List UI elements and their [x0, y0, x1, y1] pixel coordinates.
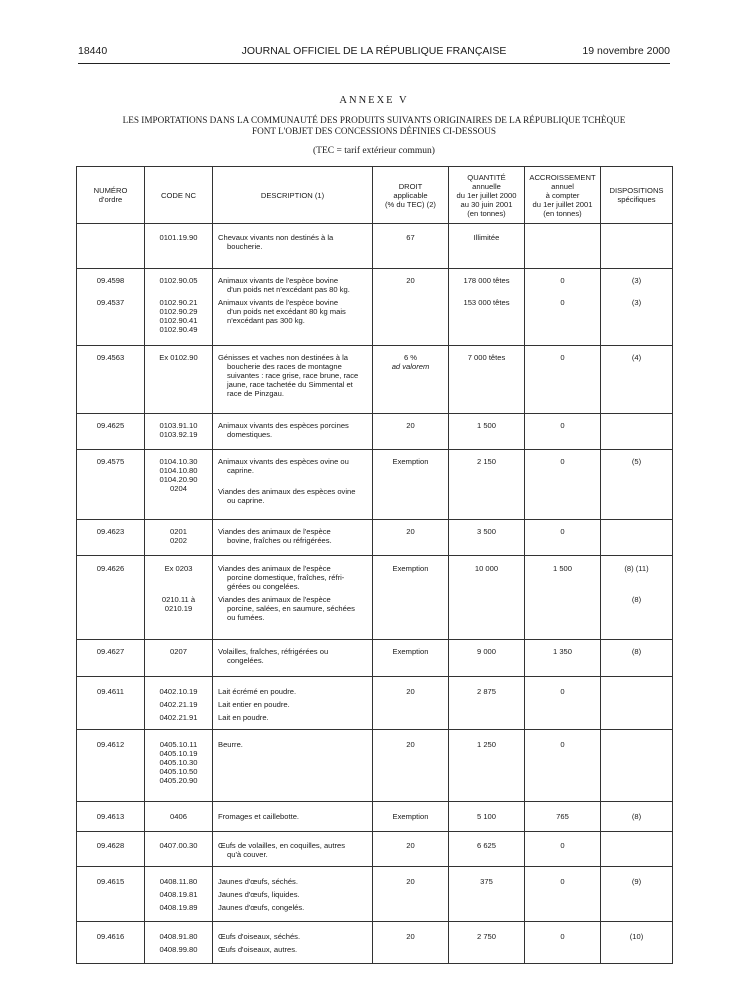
- cell-dispositions: (10): [601, 922, 673, 964]
- cell-description: Génisses et vaches non destinées à la boucherie des races de montagne suivantes : race grise, race brune, race jaune, race tachetée du Simmental et race de Pinzgau.: [213, 346, 373, 414]
- tec-note: (TEC = tarif extérieur commun): [313, 146, 435, 156]
- cell-numero: 09.4628: [77, 832, 145, 867]
- column-header-numero: NUMÉRO d'ordre: [77, 167, 145, 224]
- table-row: [77, 922, 673, 964]
- cell-numero: 09.4598 09.4537: [77, 269, 145, 346]
- cell-numero: 09.4616: [77, 922, 145, 964]
- cell-accroissement: 0: [525, 520, 601, 556]
- cell-numero: 09.4575: [77, 450, 145, 520]
- cell-dispositions: [601, 677, 673, 730]
- table-row: [77, 556, 673, 640]
- cell-description: Viandes des animaux de l'espèce porcine domestique, fraîches, réfri- gérées ou congelées. Viandes des animaux de l'espèce porcine, salées, en saumure, séchées ou fumées.: [213, 556, 373, 640]
- cell-dispositions: (8): [601, 640, 673, 677]
- concessions-table: [76, 166, 673, 964]
- column-header-droit: DROIT applicable (% du TEC) (2): [373, 167, 449, 224]
- cell-quantite: 178 000 têtes 153 000 têtes: [449, 269, 525, 346]
- cell-droit: 20: [373, 730, 449, 802]
- cell-dispositions: (5): [601, 450, 673, 520]
- cell-dispositions: [601, 224, 673, 269]
- cell-code: 0406: [145, 802, 213, 832]
- cell-droit: 20: [373, 269, 449, 346]
- cell-description: Jaunes d'œufs, séchés. Jaunes d'œufs, liquides. Jaunes d'œufs, congelés.: [213, 867, 373, 922]
- table-row: [77, 640, 673, 677]
- cell-quantite: 2 750: [449, 922, 525, 964]
- cell-dispositions: (4): [601, 346, 673, 414]
- document-title: [100, 115, 648, 137]
- cell-numero: [77, 224, 145, 269]
- page-number: 18440: [78, 45, 108, 57]
- cell-accroissement: 0: [525, 867, 601, 922]
- table-row: [77, 867, 673, 922]
- cell-numero: 09.4612: [77, 730, 145, 802]
- cell-description: Animaux vivants des espèces porcines domestiques.: [213, 414, 373, 450]
- cell-numero: 09.4611: [77, 677, 145, 730]
- cell-accroissement: 0: [525, 730, 601, 802]
- cell-accroissement: 0: [525, 414, 601, 450]
- cell-code: 0207: [145, 640, 213, 677]
- cell-quantite: 10 000: [449, 556, 525, 640]
- cell-droit: 20: [373, 922, 449, 964]
- cell-code: 0103.91.10 0103.92.19: [145, 414, 213, 450]
- table-row: [77, 520, 673, 556]
- cell-code: 0402.10.19 0402.21.19 0402.21.91: [145, 677, 213, 730]
- cell-accroissement: 1 350: [525, 640, 601, 677]
- cell-quantite: 2 150: [449, 450, 525, 520]
- cell-dispositions: (9): [601, 867, 673, 922]
- cell-accroissement: 0: [525, 450, 601, 520]
- title-line: FONT L'OBJET DES CONCESSIONS DÉFINIES CI-DESSOUS: [251, 126, 497, 136]
- cell-quantite: 375: [449, 867, 525, 922]
- cell-droit: 20: [373, 677, 449, 730]
- cell-numero: 09.4613: [77, 802, 145, 832]
- table-row: [77, 730, 673, 802]
- cell-code: 0405.10.11 0405.10.19 0405.10.30 0405.10.50 0405.20.90: [145, 730, 213, 802]
- cell-code: 0104.10.30 0104.10.80 0104.20.90 0204: [145, 450, 213, 520]
- header-rule: [78, 63, 670, 64]
- cell-quantite: 6 625: [449, 832, 525, 867]
- cell-code: 0102.90.05 0102.90.21 0102.90.29 0102.90.41 0102.90.49: [145, 269, 213, 346]
- title-line: LES IMPORTATIONS DANS LA COMMUNAUTÉ DES PRODUITS SUIVANTS ORIGINAIRES DE LA RÉPUBLIQUE TCHÈQUE: [122, 115, 626, 125]
- table-row: [77, 832, 673, 867]
- cell-code: Ex 0203 0210.11 à 0210.19: [145, 556, 213, 640]
- annex-heading: ANNEXE V: [339, 95, 409, 106]
- cell-description: Viandes des animaux de l'espèce bovine, fraîches ou réfrigérées.: [213, 520, 373, 556]
- cell-accroissement: 765: [525, 802, 601, 832]
- cell-droit: Exemption: [373, 556, 449, 640]
- cell-quantite: 9 000: [449, 640, 525, 677]
- table-row: [77, 224, 673, 269]
- cell-droit: 20: [373, 832, 449, 867]
- cell-description: Animaux vivants de l'espèce bovine d'un poids net n'excédant pas 80 kg. Animaux vivants de l'espèce bovine d'un poids net excédant 80 kg mais n'excédant pas 300 kg.: [213, 269, 373, 346]
- cell-numero: 09.4615: [77, 867, 145, 922]
- cell-quantite: 3 500: [449, 520, 525, 556]
- table-row: [77, 677, 673, 730]
- cell-droit: 6 % ad valorem: [373, 346, 449, 414]
- cell-quantite: 7 000 têtes: [449, 346, 525, 414]
- cell-code: Ex 0102.90: [145, 346, 213, 414]
- cell-dispositions: (8) (11) (8): [601, 556, 673, 640]
- column-header-dispositions: DISPOSITIONS spécifiques: [601, 167, 673, 224]
- cell-accroissement: [525, 224, 601, 269]
- journal-title: JOURNAL OFFICIEL DE LA RÉPUBLIQUE FRANÇAISE: [241, 45, 507, 57]
- cell-numero: 09.4625: [77, 414, 145, 450]
- cell-description: Volailles, fraîches, réfrigérées ou congelées.: [213, 640, 373, 677]
- cell-dispositions: [601, 414, 673, 450]
- column-header-quantite: QUANTITÉ annuelle du 1er juillet 2000 au 30 juin 2001 (en tonnes): [449, 167, 525, 224]
- cell-numero: 09.4627: [77, 640, 145, 677]
- cell-droit: 20: [373, 520, 449, 556]
- cell-code: 0408.11.80 0408.19.81 0408.19.89: [145, 867, 213, 922]
- column-header-code: CODE NC: [145, 167, 213, 224]
- table-header-row: [77, 167, 673, 224]
- cell-quantite: 1 250: [449, 730, 525, 802]
- cell-quantite: 2 875: [449, 677, 525, 730]
- cell-accroissement: 0 0: [525, 269, 601, 346]
- cell-description: Œufs d'oiseaux, séchés. Œufs d'oiseaux, autres.: [213, 922, 373, 964]
- table-row: [77, 346, 673, 414]
- cell-droit: Exemption: [373, 802, 449, 832]
- cell-dispositions: [601, 730, 673, 802]
- issue-date: 19 novembre 2000: [582, 45, 670, 57]
- cell-droit: 67: [373, 224, 449, 269]
- column-header-description: DESCRIPTION (1): [213, 167, 373, 224]
- cell-dispositions: [601, 520, 673, 556]
- cell-code: 0407.00.30: [145, 832, 213, 867]
- table-row: [77, 414, 673, 450]
- cell-droit: 20: [373, 414, 449, 450]
- cell-droit: 20: [373, 867, 449, 922]
- cell-numero: 09.4563: [77, 346, 145, 414]
- cell-code: 0408.91.80 0408.99.80: [145, 922, 213, 964]
- cell-droit: Exemption: [373, 450, 449, 520]
- cell-dispositions: [601, 832, 673, 867]
- cell-description: Œufs de volailles, en coquilles, autres qu'à couver.: [213, 832, 373, 867]
- cell-numero: 09.4623: [77, 520, 145, 556]
- cell-code: 0101.19.90: [145, 224, 213, 269]
- cell-code: 0201 0202: [145, 520, 213, 556]
- cell-quantite: Illimitée: [449, 224, 525, 269]
- cell-quantite: 5 100: [449, 802, 525, 832]
- cell-accroissement: 0: [525, 832, 601, 867]
- cell-accroissement: 1 500: [525, 556, 601, 640]
- cell-description: Animaux vivants des espèces ovine ou caprine. Viandes des animaux des espèces ovine ou caprine.: [213, 450, 373, 520]
- cell-dispositions: (8): [601, 802, 673, 832]
- cell-accroissement: 0: [525, 922, 601, 964]
- cell-quantite: 1 500: [449, 414, 525, 450]
- cell-description: Beurre.: [213, 730, 373, 802]
- cell-accroissement: 0: [525, 346, 601, 414]
- cell-description: Lait écrémé en poudre. Lait entier en poudre. Lait en poudre.: [213, 677, 373, 730]
- cell-description: Chevaux vivants non destinés à la boucherie.: [213, 224, 373, 269]
- cell-dispositions: (3) (3): [601, 269, 673, 346]
- cell-numero: 09.4626: [77, 556, 145, 640]
- table-row: [77, 269, 673, 346]
- table-row: [77, 802, 673, 832]
- column-header-accroissement: ACCROISSEMENT annuel à compter du 1er juillet 2001 (en tonnes): [525, 167, 601, 224]
- cell-accroissement: 0: [525, 677, 601, 730]
- cell-description: Fromages et caillebotte.: [213, 802, 373, 832]
- running-header: [78, 45, 670, 65]
- cell-droit: Exemption: [373, 640, 449, 677]
- table-row: [77, 450, 673, 520]
